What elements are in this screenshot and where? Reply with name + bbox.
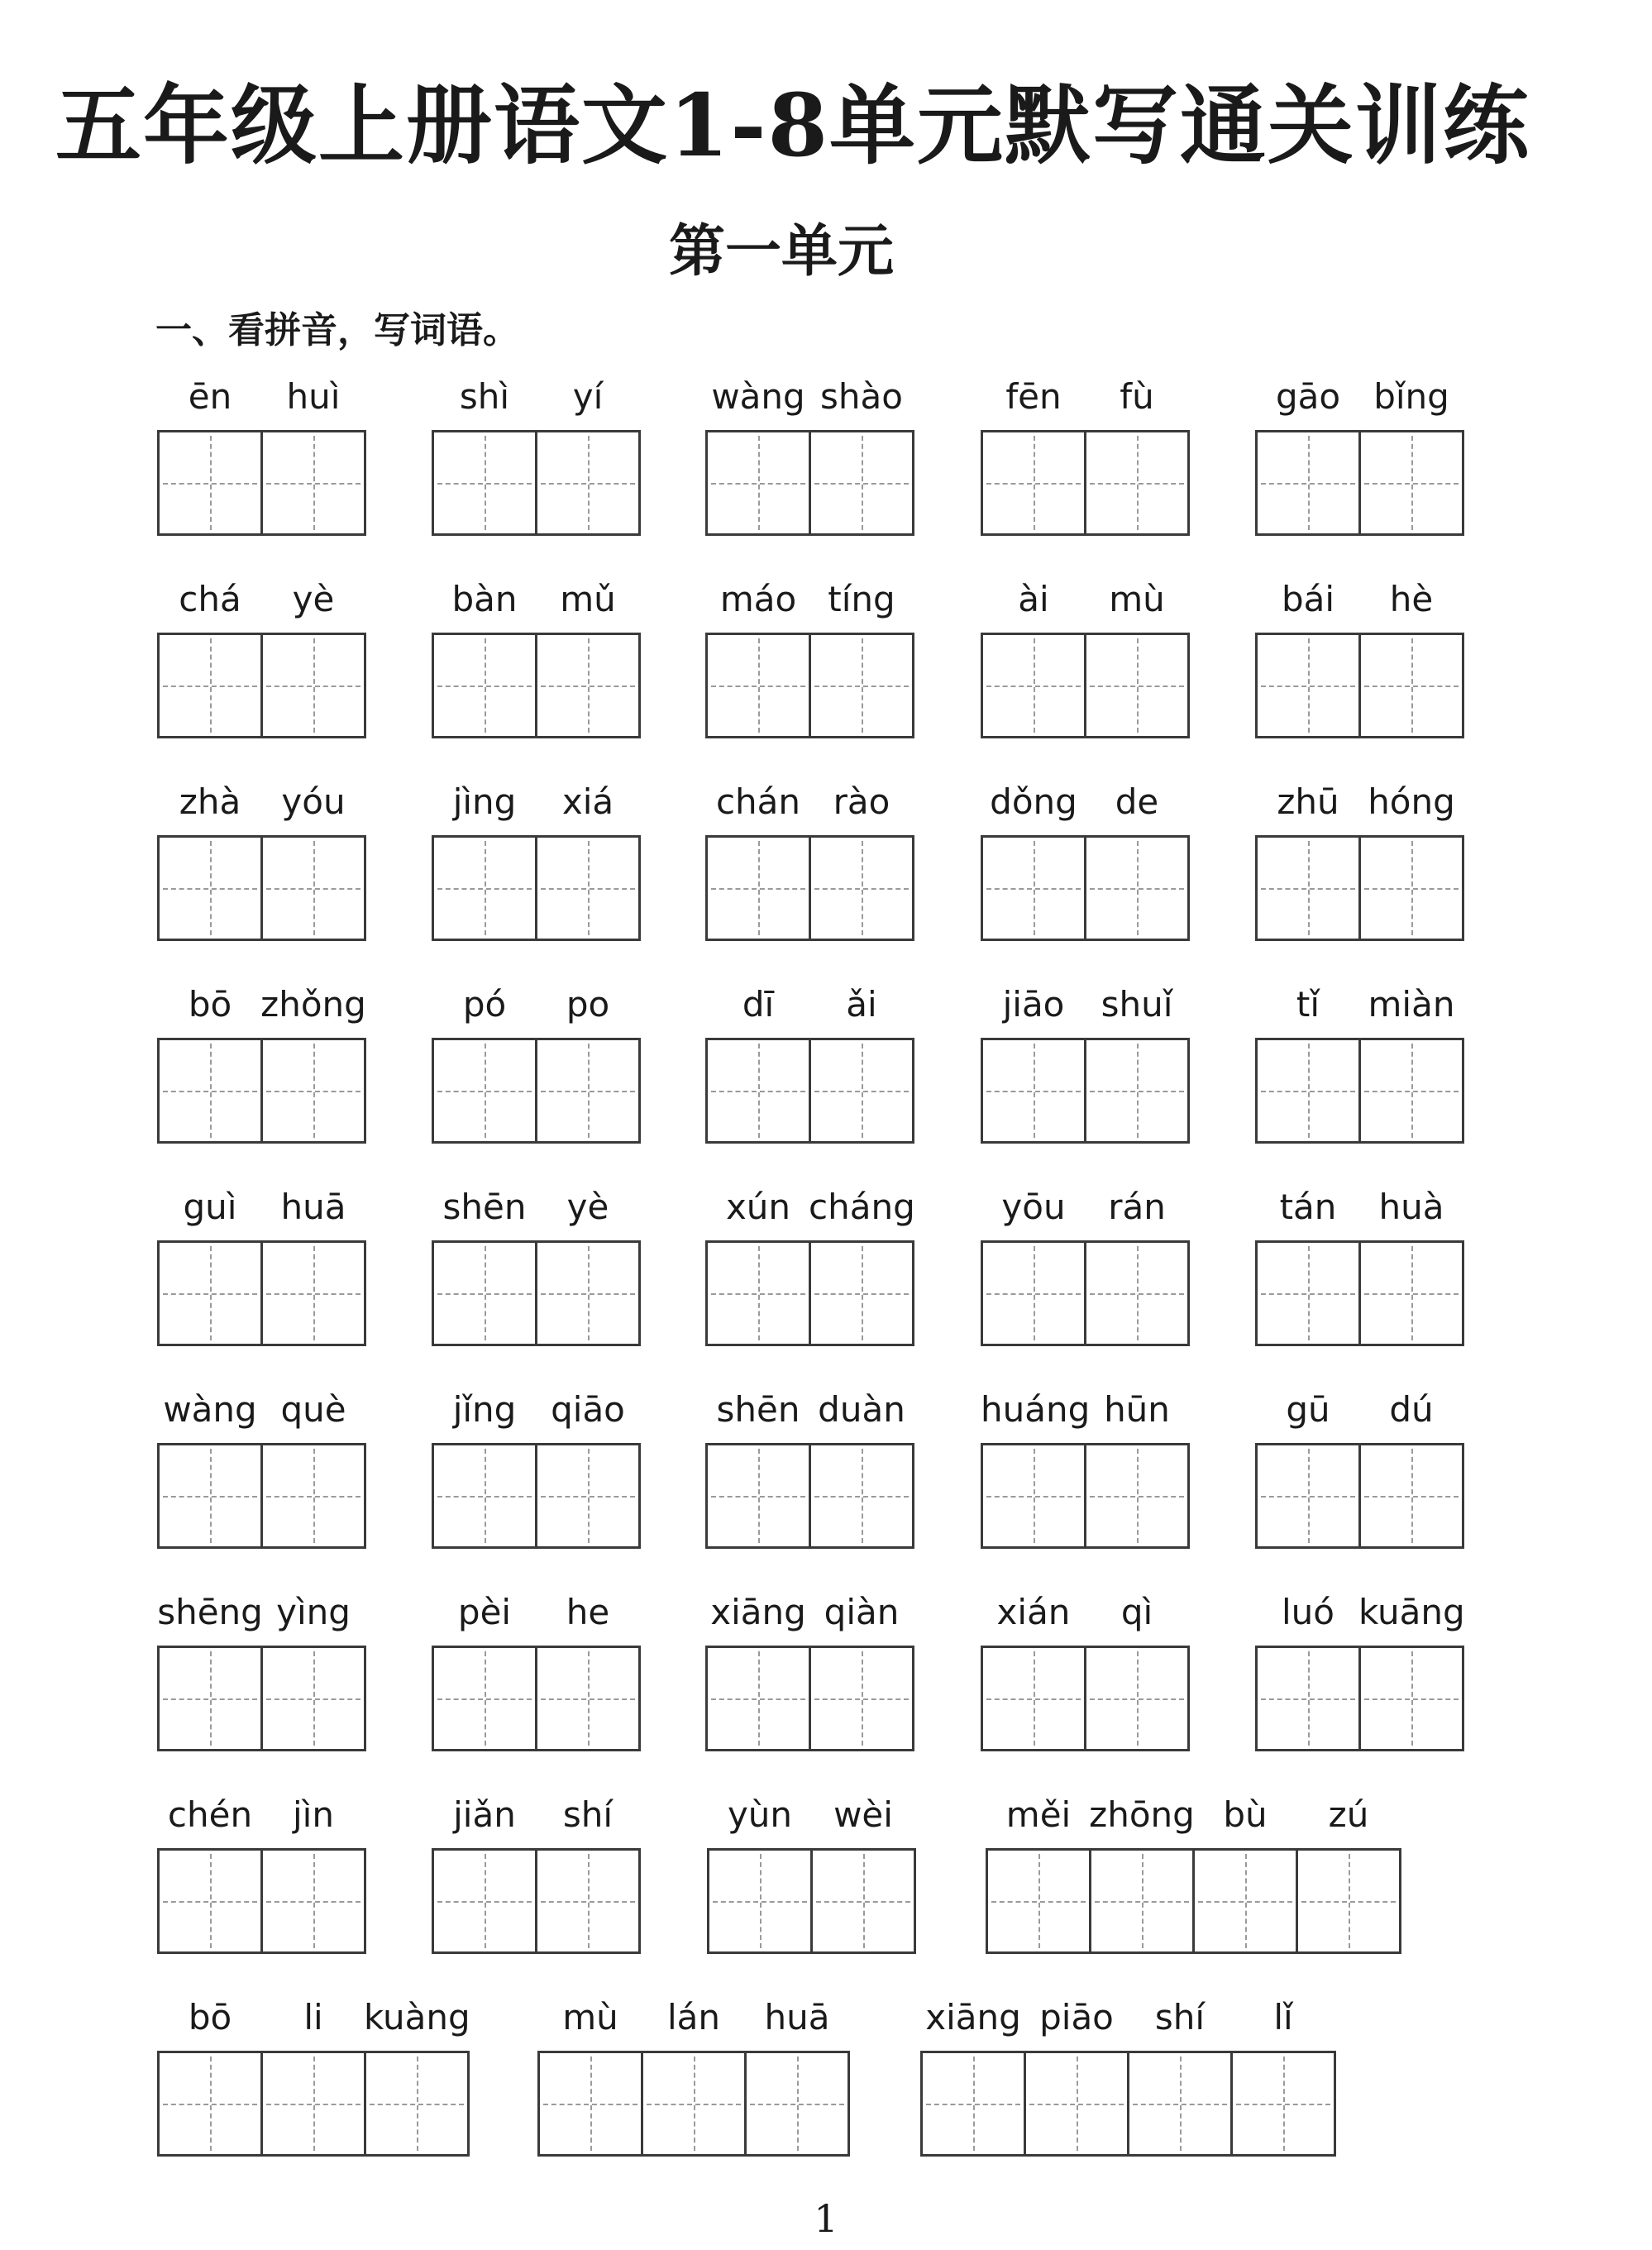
- writing-boxes: [157, 633, 366, 738]
- writing-cell[interactable]: [705, 1646, 811, 1751]
- writing-boxes: [432, 633, 641, 738]
- writing-boxes: [705, 835, 914, 941]
- writing-cell[interactable]: [981, 835, 1086, 941]
- pinyin-syllable: de: [1115, 781, 1159, 822]
- pinyin-syllable: huì: [286, 376, 341, 417]
- writing-boxes: [537, 2051, 850, 2157]
- writing-cell[interactable]: [1084, 633, 1190, 738]
- pinyin-syllable: bái: [1281, 579, 1335, 619]
- writing-boxes: [705, 1646, 914, 1751]
- pinyin-syllable: zhōng: [1089, 1794, 1195, 1835]
- pinyin-syllable: xián: [996, 1592, 1071, 1632]
- writing-boxes: [1255, 1646, 1464, 1751]
- writing-cell[interactable]: [1084, 430, 1190, 536]
- writing-cell[interactable]: [1255, 1038, 1361, 1144]
- pinyin-syllable: wàng: [711, 376, 805, 417]
- writing-cell[interactable]: [432, 430, 537, 536]
- writing-boxes: [157, 1443, 366, 1549]
- writing-boxes: [432, 1646, 641, 1751]
- pinyin-syllable: shuǐ: [1101, 984, 1173, 1025]
- writing-cell[interactable]: [535, 633, 641, 738]
- writing-cell[interactable]: [1255, 1443, 1361, 1549]
- pinyin-syllable: gāo: [1275, 376, 1341, 417]
- pinyin-syllable: yùn: [727, 1794, 793, 1835]
- writing-cell[interactable]: [1084, 835, 1190, 941]
- pinyin-syllable: huà: [1378, 1187, 1444, 1227]
- writing-cell[interactable]: [981, 1240, 1086, 1346]
- writing-cell[interactable]: [1358, 430, 1464, 536]
- writing-cell[interactable]: [432, 1443, 537, 1549]
- writing-cell[interactable]: [432, 835, 537, 941]
- writing-cell[interactable]: [707, 1848, 813, 1954]
- pinyin-syllable: yè: [566, 1187, 609, 1227]
- writing-cell[interactable]: [1358, 1240, 1464, 1346]
- writing-boxes: [1255, 1240, 1464, 1346]
- writing-cell[interactable]: [705, 835, 811, 941]
- pinyin-syllable: li: [303, 1997, 323, 2037]
- pinyin-syllable: lán: [666, 1997, 721, 2037]
- writing-cell[interactable]: [260, 633, 366, 738]
- writing-cell[interactable]: [981, 1646, 1086, 1751]
- writing-cell[interactable]: [157, 633, 263, 738]
- pinyin-syllable: máo: [719, 579, 797, 619]
- writing-cell[interactable]: [260, 2051, 366, 2157]
- writing-cell[interactable]: [537, 2051, 643, 2157]
- writing-cell[interactable]: [1255, 835, 1361, 941]
- pinyin-syllable: xún: [725, 1187, 791, 1227]
- pinyin-syllable: ēn: [188, 376, 232, 417]
- writing-cell[interactable]: [1358, 835, 1464, 941]
- pinyin-syllable: luó: [1282, 1592, 1334, 1632]
- writing-cell[interactable]: [157, 2051, 263, 2157]
- writing-cell[interactable]: [809, 1443, 914, 1549]
- pinyin-syllable: duàn: [818, 1389, 905, 1430]
- pinyin-syllable: yōu: [1001, 1187, 1066, 1227]
- writing-cell[interactable]: [432, 1646, 537, 1751]
- writing-cell[interactable]: [1358, 633, 1464, 738]
- writing-boxes: [432, 1848, 641, 1954]
- writing-cell[interactable]: [809, 835, 914, 941]
- writing-cell[interactable]: [260, 1240, 366, 1346]
- pinyin-syllable: shí: [562, 1794, 614, 1835]
- writing-cell[interactable]: [1358, 1646, 1464, 1751]
- writing-cell[interactable]: [981, 430, 1086, 536]
- writing-boxes: [981, 1038, 1190, 1144]
- pinyin-syllable: pèi: [457, 1592, 512, 1632]
- pinyin-syllable: ài: [1018, 579, 1049, 619]
- writing-boxes: [981, 1240, 1190, 1346]
- writing-cell[interactable]: [981, 1443, 1086, 1549]
- pinyin-syllable: mǔ: [560, 579, 616, 619]
- writing-cell[interactable]: [1255, 1646, 1361, 1751]
- pinyin-syllable: qiāo: [551, 1389, 625, 1430]
- pinyin-syllable: xiá: [561, 781, 614, 822]
- writing-cell[interactable]: [986, 1848, 1091, 1954]
- pinyin-syllable: bō: [188, 984, 232, 1025]
- writing-cell[interactable]: [1230, 2051, 1336, 2157]
- pinyin-syllable: qiàn: [824, 1592, 900, 1632]
- pinyin-syllable: wàng: [163, 1389, 257, 1430]
- writing-boxes: [920, 2051, 1336, 2157]
- writing-cell[interactable]: [705, 1443, 811, 1549]
- writing-cell[interactable]: [1084, 1038, 1190, 1144]
- writing-cell[interactable]: [157, 430, 263, 536]
- pinyin-syllable: guì: [183, 1187, 237, 1227]
- writing-cell[interactable]: [157, 835, 263, 941]
- writing-boxes: [705, 633, 914, 738]
- pinyin-syllable: lǐ: [1273, 1997, 1293, 2037]
- writing-boxes: [157, 430, 366, 536]
- writing-cell[interactable]: [535, 1038, 641, 1144]
- writing-boxes: [157, 835, 366, 941]
- writing-cell[interactable]: [364, 2051, 470, 2157]
- writing-cell[interactable]: [535, 430, 641, 536]
- pinyin-syllable: po: [566, 984, 610, 1025]
- pinyin-syllable: dú: [1389, 1389, 1434, 1430]
- unit-heading: 第一单元: [668, 218, 894, 284]
- writing-cell[interactable]: [535, 1240, 641, 1346]
- pinyin-syllable: cháng: [809, 1187, 915, 1227]
- writing-cell[interactable]: [260, 1848, 366, 1954]
- writing-cell[interactable]: [809, 1240, 914, 1346]
- writing-cell[interactable]: [535, 1443, 641, 1549]
- pinyin-syllable: bàn: [451, 579, 518, 619]
- writing-cell[interactable]: [432, 1848, 537, 1954]
- pinyin-syllable: tíng: [828, 579, 895, 619]
- writing-cell[interactable]: [920, 2051, 1026, 2157]
- writing-boxes: [981, 430, 1190, 536]
- writing-boxes: [157, 1240, 366, 1346]
- pinyin-syllable: rào: [833, 781, 890, 822]
- writing-cell[interactable]: [1255, 633, 1361, 738]
- pinyin-syllable: dǒng: [990, 781, 1077, 822]
- writing-boxes: [981, 835, 1190, 941]
- pinyin-syllable: hè: [1389, 579, 1434, 619]
- writing-cell[interactable]: [157, 1646, 263, 1751]
- writing-cell[interactable]: [705, 633, 811, 738]
- pinyin-syllable: rán: [1108, 1187, 1166, 1227]
- section-heading: 一、看拼音，写词语。: [155, 309, 519, 351]
- writing-cell[interactable]: [432, 633, 537, 738]
- pinyin-syllable: huáng: [981, 1389, 1091, 1430]
- pinyin-syllable: zhǒng: [260, 984, 366, 1025]
- writing-boxes: [707, 1848, 916, 1954]
- pinyin-syllable: huā: [764, 1997, 830, 2037]
- pinyin-syllable: xiāng: [710, 1592, 806, 1632]
- writing-boxes: [432, 1240, 641, 1346]
- writing-boxes: [432, 1038, 641, 1144]
- writing-boxes: [1255, 1038, 1464, 1144]
- writing-boxes: [1255, 835, 1464, 941]
- writing-cell[interactable]: [535, 1646, 641, 1751]
- pinyin-syllable: zhà: [179, 781, 241, 822]
- writing-boxes: [157, 1646, 366, 1751]
- writing-cell[interactable]: [260, 835, 366, 941]
- pinyin-syllable: tán: [1279, 1187, 1337, 1227]
- pinyin-syllable: shēn: [716, 1389, 800, 1430]
- pinyin-syllable: jiǎn: [453, 1794, 516, 1835]
- pinyin-syllable: piāo: [1039, 1997, 1114, 2037]
- pinyin-syllable: chán: [715, 781, 801, 822]
- page-number: 1: [814, 2196, 838, 2241]
- pinyin-syllable: bō: [188, 1997, 232, 2037]
- writing-boxes: [705, 1443, 914, 1549]
- pinyin-syllable: qì: [1120, 1592, 1153, 1632]
- pinyin-syllable: he: [566, 1592, 610, 1632]
- writing-boxes: [432, 835, 641, 941]
- pinyin-syllable: ǎi: [846, 984, 877, 1025]
- pinyin-syllable: bǐng: [1373, 376, 1449, 417]
- pinyin-syllable: bù: [1223, 1794, 1268, 1835]
- pinyin-syllable: zú: [1328, 1794, 1369, 1835]
- writing-cell[interactable]: [1255, 1240, 1361, 1346]
- writing-cell[interactable]: [809, 1646, 914, 1751]
- pinyin-syllable: hóng: [1368, 781, 1455, 822]
- pinyin-syllable: jǐng: [452, 1389, 517, 1430]
- writing-cell[interactable]: [157, 1848, 263, 1954]
- pinyin-syllable: mù: [562, 1997, 618, 2037]
- writing-boxes: [1255, 633, 1464, 738]
- writing-boxes: [986, 1848, 1401, 1954]
- writing-cell[interactable]: [157, 1443, 263, 1549]
- writing-boxes: [1255, 1443, 1464, 1549]
- pinyin-syllable: dī: [742, 984, 775, 1025]
- pinyin-syllable: yìng: [276, 1592, 351, 1632]
- writing-cell[interactable]: [1089, 1848, 1195, 1954]
- writing-boxes: [432, 430, 641, 536]
- pinyin-syllable: kuàng: [364, 1997, 470, 2037]
- pinyin-syllable: shì: [459, 376, 510, 417]
- writing-cell[interactable]: [1084, 1443, 1190, 1549]
- pinyin-syllable: mù: [1109, 579, 1165, 619]
- writing-cell[interactable]: [1358, 1038, 1464, 1144]
- writing-cell[interactable]: [981, 633, 1086, 738]
- writing-boxes: [705, 1038, 914, 1144]
- writing-cell[interactable]: [1084, 1240, 1190, 1346]
- pinyin-syllable: huā: [280, 1187, 346, 1227]
- pinyin-syllable: fù: [1120, 376, 1154, 417]
- pinyin-syllable: měi: [1005, 1794, 1072, 1835]
- writing-cell[interactable]: [1192, 1848, 1298, 1954]
- pinyin-syllable: miàn: [1368, 984, 1455, 1025]
- pinyin-syllable: pó: [462, 984, 507, 1025]
- pinyin-syllable: jiāo: [1002, 984, 1065, 1025]
- writing-cell[interactable]: [260, 1646, 366, 1751]
- pinyin-syllable: shào: [820, 376, 903, 417]
- pinyin-syllable: tǐ: [1296, 984, 1320, 1025]
- pinyin-syllable: fēn: [1005, 376, 1062, 417]
- writing-boxes: [432, 1443, 641, 1549]
- pinyin-syllable: gū: [1286, 1389, 1330, 1430]
- pinyin-syllable: shēn: [442, 1187, 527, 1227]
- writing-cell[interactable]: [260, 1038, 366, 1144]
- pinyin-syllable: zhū: [1277, 781, 1339, 822]
- pinyin-syllable: jìn: [293, 1794, 334, 1835]
- writing-cell[interactable]: [809, 430, 914, 536]
- pinyin-syllable: què: [280, 1389, 346, 1430]
- writing-cell[interactable]: [1127, 2051, 1233, 2157]
- writing-cell[interactable]: [705, 1240, 811, 1346]
- writing-boxes: [981, 1443, 1190, 1549]
- writing-cell[interactable]: [535, 1848, 641, 1954]
- pinyin-syllable: kuāng: [1358, 1592, 1465, 1632]
- writing-cell[interactable]: [1255, 430, 1361, 536]
- writing-cell[interactable]: [1358, 1443, 1464, 1549]
- writing-boxes: [157, 1848, 366, 1954]
- pinyin-syllable: chén: [167, 1794, 253, 1835]
- writing-boxes: [705, 430, 914, 536]
- writing-cell[interactable]: [157, 1038, 263, 1144]
- writing-boxes: [705, 1240, 914, 1346]
- writing-boxes: [157, 2051, 470, 2157]
- writing-cell[interactable]: [744, 2051, 850, 2157]
- writing-cell[interactable]: [432, 1038, 537, 1144]
- writing-cell[interactable]: [705, 1038, 811, 1144]
- pinyin-syllable: yè: [292, 579, 335, 619]
- pinyin-syllable: wèi: [833, 1794, 893, 1835]
- writing-boxes: [981, 1646, 1190, 1751]
- writing-cell[interactable]: [535, 835, 641, 941]
- page-title: 五年级上册语文1-8单元默写通关训练: [55, 74, 1530, 176]
- writing-cell[interactable]: [705, 430, 811, 536]
- writing-cell[interactable]: [809, 633, 914, 738]
- writing-cell[interactable]: [260, 430, 366, 536]
- pinyin-syllable: hūn: [1104, 1389, 1170, 1430]
- pinyin-syllable: jìng: [452, 781, 517, 822]
- pinyin-syllable: yí: [572, 376, 604, 417]
- pinyin-syllable: shēng: [157, 1592, 263, 1632]
- writing-cell[interactable]: [981, 1038, 1086, 1144]
- pinyin-syllable: yóu: [281, 781, 346, 822]
- writing-cell[interactable]: [1296, 1848, 1401, 1954]
- writing-cell[interactable]: [810, 1848, 916, 1954]
- pinyin-syllable: chá: [179, 579, 241, 619]
- writing-boxes: [1255, 430, 1464, 536]
- writing-cell[interactable]: [157, 1240, 263, 1346]
- writing-cell[interactable]: [1024, 2051, 1129, 2157]
- pinyin-syllable: xiāng: [925, 1997, 1021, 2037]
- writing-cell[interactable]: [641, 2051, 747, 2157]
- pinyin-syllable: shí: [1154, 1997, 1206, 2037]
- writing-cell[interactable]: [432, 1240, 537, 1346]
- writing-cell[interactable]: [809, 1038, 914, 1144]
- writing-boxes: [157, 1038, 366, 1144]
- writing-boxes: [981, 633, 1190, 738]
- writing-cell[interactable]: [1084, 1646, 1190, 1751]
- writing-cell[interactable]: [260, 1443, 366, 1549]
